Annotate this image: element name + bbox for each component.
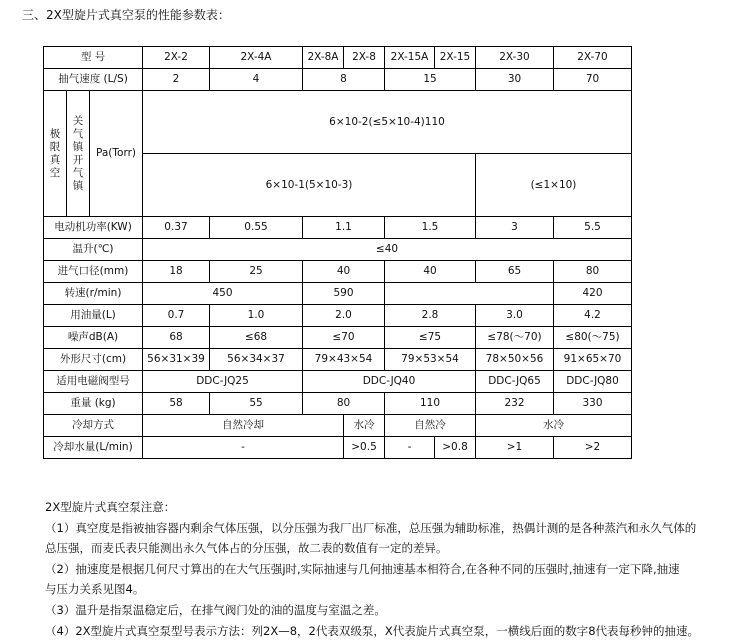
spec-table bbox=[43, 46, 632, 459]
row-label: 外形尺寸(cm) bbox=[44, 349, 143, 371]
table-cell: 68 bbox=[143, 327, 210, 349]
table-row-water bbox=[44, 437, 632, 459]
row-label: 适用电磁阀型号 bbox=[44, 371, 143, 393]
table-cell: 330 bbox=[554, 393, 632, 415]
table-cell: 78×50×56 bbox=[476, 349, 554, 371]
note-item: （1）真空度是指被抽容器内剩余气体压强，以分压强为我厂出厂标准，总压强为辅助标准，热偶计测的是各种蒸汽和永久气体的 bbox=[45, 520, 697, 535]
table-cell: 2X-30 bbox=[476, 47, 554, 69]
table-row-temp bbox=[44, 239, 632, 261]
table-cell: 18 bbox=[143, 261, 210, 283]
table-cell: 91×65×70 bbox=[554, 349, 632, 371]
table-cell: 水冷 bbox=[476, 415, 632, 437]
table-cell: 56×34×37 bbox=[210, 349, 303, 371]
table-row-valve bbox=[44, 371, 632, 393]
table-cell: 70 bbox=[554, 69, 632, 91]
table-row-noise bbox=[44, 327, 632, 349]
table-cell: 2.0 bbox=[303, 305, 385, 327]
table-cell: 2.8 bbox=[385, 305, 476, 327]
table-cell: 110 bbox=[385, 393, 476, 415]
table-cell: ≤78(～70) bbox=[476, 327, 554, 349]
row-label: 用油量(L) bbox=[44, 305, 143, 327]
table-row-inlet bbox=[44, 261, 632, 283]
row-label: 冷却水量(L/min) bbox=[44, 437, 143, 459]
table-cell: 1.0 bbox=[210, 305, 303, 327]
table-cell: 0.7 bbox=[143, 305, 210, 327]
table-cell: 2X-8 bbox=[344, 47, 385, 69]
table-cell: 79×43×54 bbox=[303, 349, 385, 371]
table-cell: >2 bbox=[554, 437, 632, 459]
row-label: 电动机功率(KW) bbox=[44, 217, 143, 239]
table-cell: 40 bbox=[385, 261, 476, 283]
table-cell: 55 bbox=[210, 393, 303, 415]
note-item: （4）2X型旋片式真空泵型号表示方法：列2X—8，2代表双级泵，X代表旋片式真空泵，一横线后面的数字8代表每秒钟的抽速。 bbox=[45, 623, 700, 638]
row-label: 抽气速度 (L/S) bbox=[44, 69, 143, 91]
gas-ballast-label: 关 气 镇 开 气 镇 bbox=[67, 91, 90, 217]
table-cell: DDC-JQ40 bbox=[303, 371, 476, 393]
table-cell: 2 bbox=[143, 69, 210, 91]
table-cell: 2X-4A bbox=[210, 47, 303, 69]
table-row-model bbox=[44, 47, 632, 69]
table-cell: 232 bbox=[476, 393, 554, 415]
table-row-oil bbox=[44, 305, 632, 327]
row-label: 温升(℃) bbox=[44, 239, 143, 261]
table-cell: >0.8 bbox=[435, 437, 476, 459]
table-cell: 590 bbox=[303, 283, 385, 305]
table-cell: >0.5 bbox=[344, 437, 385, 459]
note-item: 总压强，而麦氏表只能测出永久气体占的分压强，故二表的数值有一定的差异。 bbox=[45, 541, 448, 556]
table-cell: ≤68 bbox=[210, 327, 303, 349]
table-row-vacuum-closed bbox=[44, 91, 632, 154]
table-cell: ≤40 bbox=[143, 239, 632, 261]
table-row-size bbox=[44, 349, 632, 371]
table-row-power bbox=[44, 217, 632, 239]
table-cell: 自然冷却 bbox=[143, 415, 344, 437]
table-row-speed bbox=[44, 69, 632, 91]
note-item: （3）温升是指泵温稳定后，在排气阀门处的油的温度与室温之差。 bbox=[45, 602, 386, 617]
table-cell: 0.55 bbox=[210, 217, 303, 239]
table-row-rpm bbox=[44, 283, 632, 305]
table-cell: (≤1×10) bbox=[476, 154, 632, 217]
table-cell: DDC-JQ80 bbox=[554, 371, 632, 393]
table-cell: 56×31×39 bbox=[143, 349, 210, 371]
table-cell: 79×53×54 bbox=[385, 349, 476, 371]
table-cell: 15 bbox=[385, 69, 476, 91]
table-cell: ≤75 bbox=[385, 327, 476, 349]
table-row-cooling bbox=[44, 415, 632, 437]
table-cell: DDC-JQ65 bbox=[476, 371, 554, 393]
table-cell: 2X-15A bbox=[385, 47, 435, 69]
table-cell: 25 bbox=[210, 261, 303, 283]
table-cell: - bbox=[385, 437, 435, 459]
table-cell: 6×10-2(≤5×10-4)110 bbox=[143, 91, 632, 154]
table-cell: 6×10-1(5×10-3) bbox=[143, 154, 476, 217]
table-cell: 1.1 bbox=[303, 217, 385, 239]
table-cell: 3.0 bbox=[476, 305, 554, 327]
table-cell bbox=[385, 283, 554, 305]
table-cell: 80 bbox=[554, 261, 632, 283]
table-cell: 65 bbox=[476, 261, 554, 283]
table-cell: 4 bbox=[210, 69, 303, 91]
table-cell: ≤80(～75) bbox=[554, 327, 632, 349]
table-cell: 40 bbox=[303, 261, 385, 283]
row-label: 转速(r/min) bbox=[44, 283, 143, 305]
table-cell: 2X-70 bbox=[554, 47, 632, 69]
table-cell: 自然冷 bbox=[385, 415, 476, 437]
row-label: 冷却方式 bbox=[44, 415, 143, 437]
table-cell: 5.5 bbox=[554, 217, 632, 239]
table-cell: - bbox=[143, 437, 344, 459]
pressure-unit: Pa(Torr) bbox=[90, 91, 143, 217]
table-cell: 2X-15 bbox=[435, 47, 476, 69]
table-cell: 2X-8A bbox=[303, 47, 344, 69]
table-cell: 2X-2 bbox=[143, 47, 210, 69]
table-cell: 58 bbox=[143, 393, 210, 415]
table-cell: 80 bbox=[303, 393, 385, 415]
row-label: 型 号 bbox=[44, 47, 143, 69]
table-cell: 8 bbox=[303, 69, 385, 91]
vacuum-label: 极 限 真 空 bbox=[44, 91, 67, 217]
table-cell: 3 bbox=[476, 217, 554, 239]
table-row-weight bbox=[44, 393, 632, 415]
row-label: 噪声dB(A) bbox=[44, 327, 143, 349]
table-cell: 0.37 bbox=[143, 217, 210, 239]
note-item: （2）抽速度是根据几何尺寸算出的在大气压强j时,实际抽速与几何抽速基本相符合,在各种不同的压强时,抽速有一定下降,抽速 bbox=[45, 561, 680, 576]
table-cell: >1 bbox=[476, 437, 554, 459]
table-cell: 4.2 bbox=[554, 305, 632, 327]
table-cell: 水冷 bbox=[344, 415, 385, 437]
table-cell: DDC-JQ25 bbox=[143, 371, 303, 393]
row-label: 进气口径(mm) bbox=[44, 261, 143, 283]
section-heading: 三、2X型旋片式真空泵的性能参数表： bbox=[22, 8, 230, 22]
table-cell: 420 bbox=[554, 283, 632, 305]
table-cell: ≤70 bbox=[303, 327, 385, 349]
note-item: 与压力关系见图4。 bbox=[45, 582, 145, 597]
table-cell: 450 bbox=[143, 283, 303, 305]
row-label: 重量 (kg) bbox=[44, 393, 143, 415]
table-cell: 1.5 bbox=[385, 217, 476, 239]
notes-section bbox=[45, 497, 740, 641]
notes-title: 2X型旋片式真空泵注意： bbox=[45, 500, 176, 514]
table-cell: 30 bbox=[476, 69, 554, 91]
